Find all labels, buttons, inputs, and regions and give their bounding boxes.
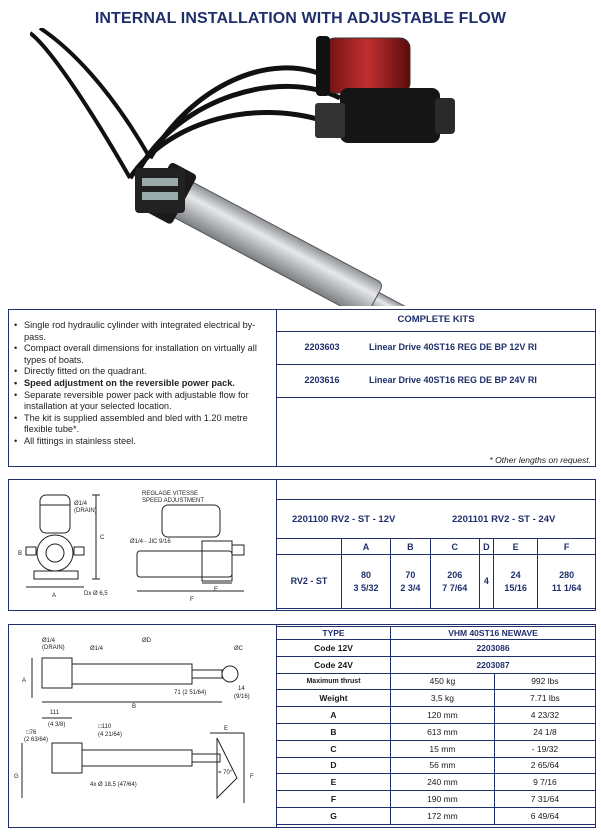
spec-label: Weight [277, 690, 391, 707]
spec-value: 2203086 [391, 640, 596, 657]
sq110-inch: (4 21/64) [98, 732, 123, 738]
kit-code: 2203603 [304, 342, 340, 352]
dim-c-label: ØC [234, 646, 243, 652]
type-value: VHM 40ST16 NEWAVE [391, 627, 596, 640]
thread-label: 71 (2 51/64) [174, 690, 207, 696]
spec-imperial: - 19/32 [494, 740, 595, 757]
feature-item: • All fittings in stainless steel. [14, 436, 269, 448]
dim-14: 14 [238, 686, 245, 692]
dim-f: F [190, 597, 194, 603]
col-letter: C [430, 539, 479, 555]
dim-e: E [214, 587, 219, 593]
spec-label: G [277, 807, 391, 824]
sq76: □76 [26, 730, 37, 736]
value-cell: 80 3 5/32 [342, 555, 391, 609]
spec-imperial: 7.71 lbs [494, 690, 595, 707]
feature-item: • Directly fitted on the quadrant. [14, 366, 269, 378]
dim-a: A [22, 678, 27, 684]
spec-imperial: 6 49/64 [494, 807, 595, 824]
kit-description: Linear Drive 40ST16 REG DE BP 24V RI [369, 375, 537, 385]
row-label: RV2 - ST [277, 555, 342, 609]
spec-label: D [277, 757, 391, 774]
power-pack-12v-heading: 2201100 RV2 - ST - 12V [292, 514, 396, 525]
dim-111-inch: (4 3/8) [48, 722, 66, 728]
speed-label: SPEED ADJUSTMENT [142, 498, 205, 504]
feature-item: • Separate reversible power pack with adjustable flow for installation at your selected location. [14, 390, 269, 413]
spec-label: F [277, 791, 391, 808]
drain-label: (DRAIN) [42, 645, 65, 651]
spec-label: C [277, 740, 391, 757]
spec-label: Code 12V [277, 640, 391, 657]
complete-kits-heading: COMPLETE KITS [397, 314, 475, 325]
page-title: INTERNAL INSTALLATION WITH ADJUSTABLE FLOW [94, 10, 507, 27]
spec-metric: 613 mm [391, 723, 495, 740]
reglage-label: REGLAGE VITESSE [142, 491, 199, 497]
power-pack-drawing [12, 483, 274, 608]
spec-label: E [277, 774, 391, 791]
drain-label: Ø1/4 [74, 501, 88, 507]
value-cell: 24 15/16 [493, 555, 537, 609]
feature-item: • Compact overall dimensions for installation on virtually all types of boats. [14, 343, 269, 366]
drain-label: (DRAIN) [74, 508, 97, 514]
spec-metric: 3,5 kg [391, 690, 495, 707]
spec-metric: 450 kg [391, 673, 495, 690]
dim-f: F [250, 774, 254, 780]
dim-g: G [14, 774, 19, 780]
dim-14-inch: (9/16) [234, 694, 250, 700]
value-cell: 280 11 1/64 [538, 555, 596, 609]
col-letter: D [479, 539, 493, 555]
kit-description: Linear Drive 40ST16 REG DE BP 12V RI [369, 342, 537, 352]
dim-b: B [18, 551, 23, 557]
col-letter: A [342, 539, 391, 555]
dim-111: 111 [50, 710, 60, 716]
cylinder-spec-table [276, 626, 596, 825]
type-label: TYPE [277, 627, 391, 640]
holes-label: 4x Ø 18,5 (47/64) [90, 782, 137, 788]
feature-list [14, 320, 269, 448]
spec-metric: 190 mm [391, 791, 495, 808]
value-cell: 70 2 3/4 [391, 555, 431, 609]
angle-label: = 70° [218, 770, 233, 776]
spec-label: Code 24V [277, 656, 391, 673]
dim-d-label: ØD [142, 638, 151, 644]
spec-metric: 56 mm [391, 757, 495, 774]
spec-metric: 120 mm [391, 707, 495, 724]
spec-metric: 240 mm [391, 774, 495, 791]
other-lengths-note: * Other lengths on request. [489, 455, 591, 465]
col-letter: B [391, 539, 431, 555]
feature-item: • The kit is supplied assembled and bled with 1.20 metre flexible tube*. [14, 413, 269, 436]
spec-label: A [277, 707, 391, 724]
power-pack-table [276, 538, 596, 609]
port-label: Ø1/4 [90, 646, 104, 652]
spec-imperial: 4 23/32 [494, 707, 595, 724]
spec-imperial: 992 lbs [494, 673, 595, 690]
power-pack-24v-heading: 2201101 RV2 - ST - 24V [452, 514, 556, 525]
col-letter: E [493, 539, 537, 555]
product-photo [30, 28, 480, 306]
feature-item: • Single rod hydraulic cylinder with integrated electrical by-pass. [14, 320, 269, 343]
feature-item: • Speed adjustment on the reversible power pack. [14, 378, 269, 390]
spec-metric: 172 mm [391, 807, 495, 824]
value-cell: 206 7 7/64 [430, 555, 479, 609]
dim-a: A [52, 593, 57, 599]
spec-label: B [277, 723, 391, 740]
dim-b: B [132, 704, 137, 710]
value-cell: 4 [479, 555, 493, 609]
drain-label: Ø1/4 [42, 638, 56, 644]
spec-imperial: 7 31/64 [494, 791, 595, 808]
kit-code: 2203616 [304, 375, 340, 385]
spec-value: 2203087 [391, 656, 596, 673]
jic-label: Ø1/4 - JIC 9/16 [130, 539, 171, 545]
spec-metric: 15 mm [391, 740, 495, 757]
spec-label: Maximum thrust [277, 673, 391, 690]
spec-imperial: 24 1/8 [494, 723, 595, 740]
dim-c: C [100, 535, 105, 541]
dim-e: E [224, 726, 229, 732]
sq110: □110 [98, 724, 112, 730]
sq76-inch: (2 63/64) [24, 737, 49, 743]
cylinder-drawing [12, 628, 274, 826]
spec-imperial: 9 7/16 [494, 774, 595, 791]
col-letter: F [538, 539, 596, 555]
spec-imperial: 2 65/64 [494, 757, 595, 774]
hole-label: Dx Ø 6,5 [84, 591, 108, 597]
